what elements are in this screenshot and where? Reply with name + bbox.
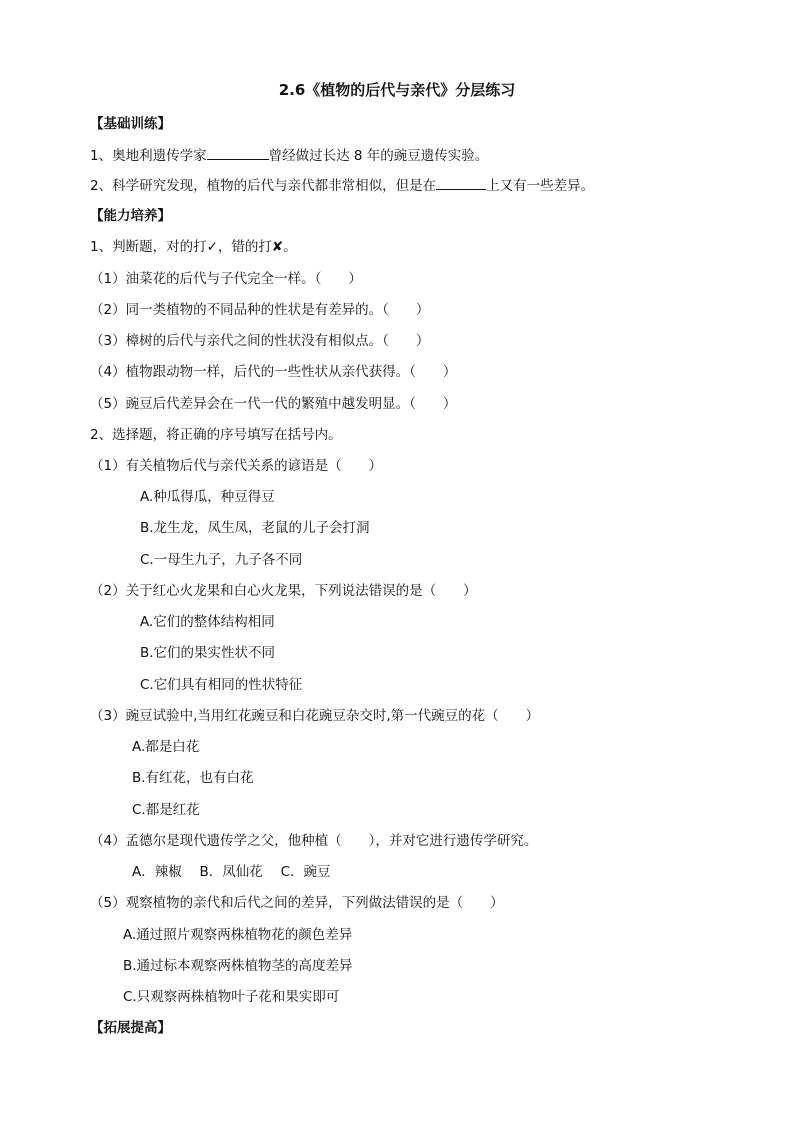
answer-blank-2[interactable] xyxy=(436,175,486,190)
judge-intro: 1、判断题，对的打✓，错的打✘。 xyxy=(90,239,297,255)
answer-blank-1[interactable] xyxy=(207,145,269,160)
choice-q1-stem: （1）有关植物后代与亲代关系的谚语是（ ） xyxy=(90,458,383,474)
choice-q4-stem: （4）孟德尔是现代遗传学之父，他种植（ ），并对它进行遗传学研究。 xyxy=(90,833,538,849)
choice-q2-option-c: C.它们具有相同的性状特征 xyxy=(140,677,303,693)
judge-item-4: （4）植物跟动物一样，后代的一些性状从亲代获得。（ ） xyxy=(90,364,457,380)
page-title: 2.6《植物的后代与亲代》分层练习 xyxy=(278,81,516,99)
judge-item-2: （2）同一类植物的不同品种的性状是有差异的。（ ） xyxy=(90,302,430,318)
choice-q3-option-b: B.有红花，也有白花 xyxy=(132,770,254,786)
choice-q2-stem: （2）关于红心火龙果和白心火龙果，下列说法错误的是（ ） xyxy=(90,583,477,599)
choice-q1-option-b: B.龙生龙，凤生凤，老鼠的儿子会打洞 xyxy=(140,520,370,536)
choice-q4-options: A．辣椒 B．凤仙花 C．豌豆 xyxy=(132,864,331,880)
choice-intro: 2、选择题，将正确的序号填写在括号内。 xyxy=(90,427,342,443)
choice-q2-option-a: A.它们的整体结构相同 xyxy=(140,614,275,630)
choice-q1-option-c: C.一母生九子，九子各不同 xyxy=(140,552,303,568)
judge-item-5: （5）豌豆后代差异会在一代一代的繁殖中越发明显。（ ） xyxy=(90,396,457,412)
basic-question-2 xyxy=(90,175,594,196)
choice-q1-option-a: A.种瓜得瓜，种豆得豆 xyxy=(140,489,275,505)
judge-item-1: （1）油菜花的后代与子代完全一样。（ ） xyxy=(90,271,362,287)
choice-q3-stem: （3）豌豆试验中,当用红花豌豆和白花豌豆杂交时,第一代豌豆的花（ ） xyxy=(90,708,540,724)
choice-q5-option-c: C.只观察两株植物叶子花和果实即可 xyxy=(123,989,340,1005)
choice-q5-option-a: A.通过照片观察两株植物花的颜色差异 xyxy=(123,927,353,943)
section-basic-heading: 【基础训练】 xyxy=(90,116,171,132)
judge-item-3: （3）樟树的后代与亲代之间的性状没有相似点。（ ） xyxy=(90,333,430,349)
choice-q5-stem: （5）观察植物的亲代和后代之间的差异，下列做法错误的是（ ） xyxy=(90,895,504,911)
choice-q2-option-b: B.它们的果实性状不同 xyxy=(140,645,276,661)
section-extend-heading: 【拓展提高】 xyxy=(90,1020,171,1036)
basic-q2-text-before: 2、科学研究发现，植物的后代与亲代都非常相似，但是在 xyxy=(90,178,437,194)
choice-q3-option-a: A.都是白花 xyxy=(132,739,200,755)
basic-q1-text-before: 1、奥地利遗传学家 xyxy=(90,148,207,164)
section-ability-heading: 【能力培养】 xyxy=(90,208,171,224)
basic-question-1 xyxy=(90,145,488,166)
basic-q1-text-after: 曾经做过长达 8 年的豌豆遗传实验。 xyxy=(268,148,489,164)
choice-q5-option-b: B.通过标本观察两株植物茎的高度差异 xyxy=(123,958,353,974)
choice-q3-option-c: C.都是红花 xyxy=(132,802,200,818)
basic-q2-text-after: 上又有一些差异。 xyxy=(486,178,595,194)
